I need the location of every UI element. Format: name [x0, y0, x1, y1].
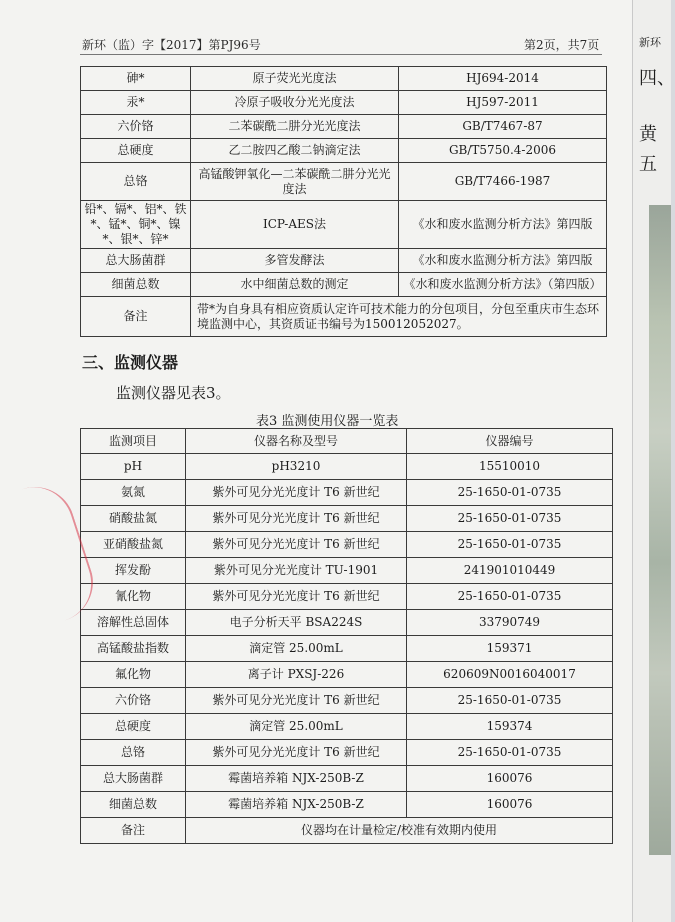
table-row [81, 139, 607, 163]
instrument-model-cell: 紫外可见分光光度计 T6 新世纪 [186, 584, 407, 610]
method-standard-cell: HJ694-2014 [399, 67, 607, 91]
monitoring-item-cell: 细菌总数 [81, 273, 191, 297]
instrument-model-cell: 紫外可见分光光度计 T6 新世纪 [186, 740, 407, 766]
section-heading: 三、监测仪器 [82, 353, 179, 372]
monitoring-item-cell: 总大肠菌群 [81, 766, 186, 792]
monitoring-item-cell: 铅*、镉*、铝*、铁*、锰*、铜*、镍*、银*、锌* [81, 201, 191, 249]
monitoring-item-cell: 硝酸盐氮 [81, 506, 186, 532]
instrument-number-cell: 25-1650-01-0735 [407, 506, 613, 532]
instrument-model-cell: 滴定管 25.00mL [186, 636, 407, 662]
note-label-cell: 备注 [81, 818, 186, 844]
monitoring-item-cell: pH [81, 454, 186, 480]
monitoring-item-cell: 氰化物 [81, 584, 186, 610]
monitoring-item-cell: 亚硝酸盐氮 [81, 532, 186, 558]
analysis-method-cell: 乙二胺四乙酸二钠滴定法 [191, 139, 399, 163]
table-row [81, 163, 607, 201]
note-text-cell: 仪器均在计量检定/校准有效期内使用 [186, 818, 613, 844]
instrument-model-cell: 紫外可见分光光度计 T6 新世纪 [186, 506, 407, 532]
monitoring-item-cell: 氨氮 [81, 480, 186, 506]
document-number: 新环（监）字【2017】第PJ96号 [82, 38, 261, 52]
table-row [81, 273, 607, 297]
analysis-method-cell: 水中细菌总数的测定 [191, 273, 399, 297]
method-standard-cell: 《水和废水监测分析方法》第四版 [399, 249, 607, 273]
instrument-model-cell: 紫外可见分光光度计 TU-1901 [186, 558, 407, 584]
table-row [81, 115, 607, 139]
method-table [80, 66, 607, 337]
monitoring-item-cell: 总铬 [81, 740, 186, 766]
section-paragraph: 监测仪器见表3。 [116, 384, 231, 402]
adjacent-page [632, 0, 675, 922]
instrument-model-cell: 电子分析天平 BSA224S [186, 610, 407, 636]
analysis-method-cell: 多管发酵法 [191, 249, 399, 273]
instrument-number-cell: 25-1650-01-0735 [407, 584, 613, 610]
instrument-model-cell: 霉菌培养箱 NJX-250B-Z [186, 766, 407, 792]
table-row [81, 714, 613, 740]
instrument-model-cell: 离子计 PXSJ-226 [186, 662, 407, 688]
table-row [81, 610, 613, 636]
header-rule [80, 54, 602, 55]
instrument-model-cell: 紫外可见分光光度计 T6 新世纪 [186, 532, 407, 558]
table-note-row [81, 818, 613, 844]
instrument-number-cell: 25-1650-01-0735 [407, 532, 613, 558]
table-row [81, 532, 613, 558]
adjacent-photo [649, 205, 671, 855]
instrument-number-cell: 25-1650-01-0735 [407, 480, 613, 506]
table-row [81, 636, 613, 662]
monitoring-item-cell: 总硬度 [81, 714, 186, 740]
table-row [81, 91, 607, 115]
adjacent-fragment-3: 五 [639, 154, 657, 175]
table-row [81, 792, 613, 818]
monitoring-item-cell: 氟化物 [81, 662, 186, 688]
monitoring-item-cell: 总大肠菌群 [81, 249, 191, 273]
instrument-table [80, 428, 613, 844]
table-row [81, 480, 613, 506]
table-row [81, 67, 607, 91]
instrument-number-cell: 159371 [407, 636, 613, 662]
monitoring-item-cell: 汞* [81, 91, 191, 115]
monitoring-item-cell: 六价铬 [81, 688, 186, 714]
adjacent-header-fragment: 新环 [639, 36, 661, 49]
table-row [81, 249, 607, 273]
instrument-number-cell: 33790749 [407, 610, 613, 636]
monitoring-item-cell: 砷* [81, 67, 191, 91]
monitoring-item-cell: 溶解性总固体 [81, 610, 186, 636]
note-text-cell: 带*为自身具有相应资质认定许可技术能力的分包项目，分包至重庆市生态环境监测中心，其资质证书编号为150012052027。 [191, 297, 607, 337]
table-row [81, 201, 607, 249]
column-header: 仪器名称及型号 [186, 429, 407, 454]
adjacent-fragment-2: 黄 [639, 124, 657, 145]
table-row [81, 558, 613, 584]
instrument-number-cell: 159374 [407, 714, 613, 740]
note-label-cell: 备注 [81, 297, 191, 337]
table-row [81, 740, 613, 766]
table-caption: 表3 监测使用仪器一览表 [256, 414, 399, 429]
method-standard-cell: GB/T7467-87 [399, 115, 607, 139]
instrument-model-cell: 紫外可见分光光度计 T6 新世纪 [186, 688, 407, 714]
table-row [81, 506, 613, 532]
instrument-model-cell: pH3210 [186, 454, 407, 480]
instrument-model-cell: 滴定管 25.00mL [186, 714, 407, 740]
method-standard-cell: HJ597-2011 [399, 91, 607, 115]
analysis-method-cell: ICP-AES法 [191, 201, 399, 249]
monitoring-item-cell: 总铬 [81, 163, 191, 201]
instrument-number-cell: 15510010 [407, 454, 613, 480]
column-header: 监测项目 [81, 429, 186, 454]
instrument-number-cell: 160076 [407, 766, 613, 792]
monitoring-item-cell: 高锰酸盐指数 [81, 636, 186, 662]
monitoring-item-cell: 总硬度 [81, 139, 191, 163]
analysis-method-cell: 高锰酸钾氧化—二苯碳酰二肼分光光度法 [191, 163, 399, 201]
instrument-number-cell: 620609N0016040017 [407, 662, 613, 688]
instrument-number-cell: 160076 [407, 792, 613, 818]
instrument-number-cell: 25-1650-01-0735 [407, 740, 613, 766]
method-standard-cell: GB/T5750.4-2006 [399, 139, 607, 163]
instrument-model-cell: 紫外可见分光光度计 T6 新世纪 [186, 480, 407, 506]
table-row [81, 766, 613, 792]
analysis-method-cell: 二苯碳酰二肼分光光度法 [191, 115, 399, 139]
method-standard-cell: 《水和废水监测分析方法》（第四版） [399, 273, 607, 297]
table-header-row [81, 429, 613, 454]
instrument-model-cell: 霉菌培养箱 NJX-250B-Z [186, 792, 407, 818]
analysis-method-cell: 原子荧光光度法 [191, 67, 399, 91]
table-row [81, 688, 613, 714]
table-note-row [81, 297, 607, 337]
instrument-number-cell: 241901010449 [407, 558, 613, 584]
monitoring-item-cell: 六价铬 [81, 115, 191, 139]
analysis-method-cell: 冷原子吸收分光光度法 [191, 91, 399, 115]
page-number: 第2页，共7页 [524, 38, 600, 52]
adjacent-fragment-1: 四、 [639, 68, 675, 89]
method-standard-cell: 《水和废水监测分析方法》第四版 [399, 201, 607, 249]
table-row [81, 454, 613, 480]
table-row [81, 584, 613, 610]
instrument-number-cell: 25-1650-01-0735 [407, 688, 613, 714]
table-row [81, 662, 613, 688]
monitoring-item-cell: 细菌总数 [81, 792, 186, 818]
column-header: 仪器编号 [407, 429, 613, 454]
method-standard-cell: GB/T7466-1987 [399, 163, 607, 201]
monitoring-item-cell: 挥发酚 [81, 558, 186, 584]
